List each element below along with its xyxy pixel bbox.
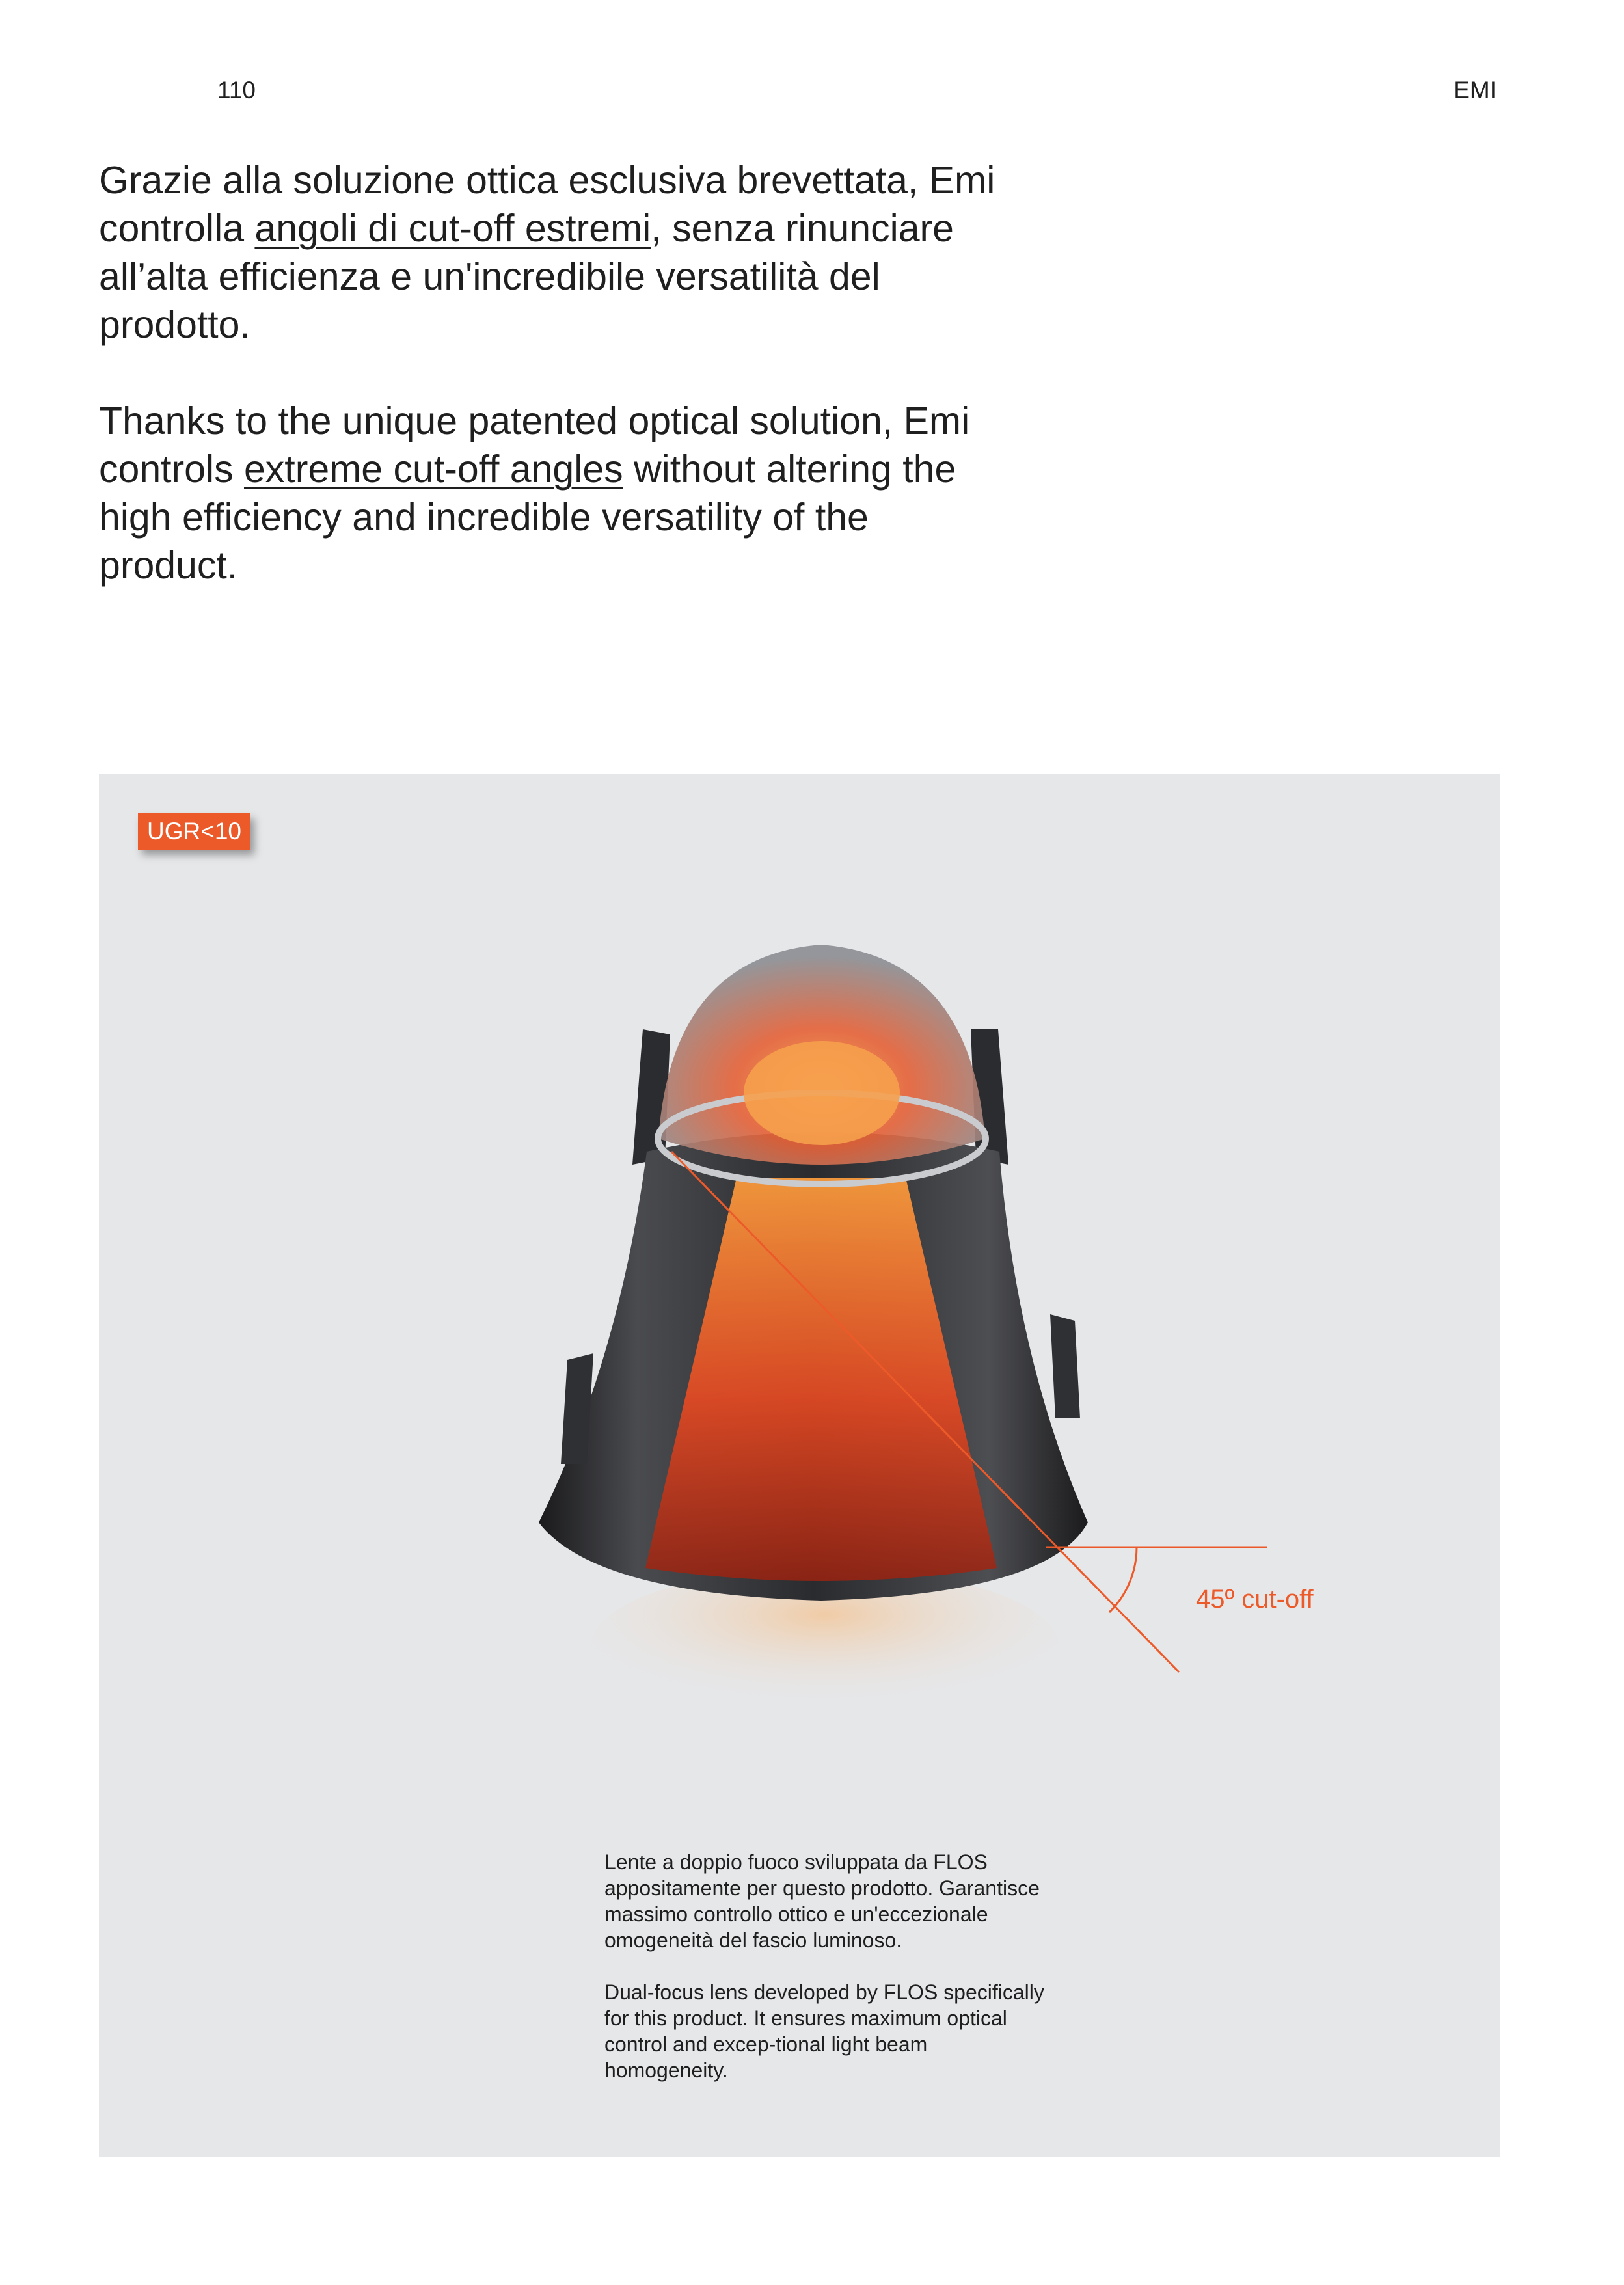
intro-it-after: , senza rinunciare all’alta efficienza e un'incredibile versatilità del prodotto. [99, 207, 954, 346]
intro-text [99, 156, 1010, 638]
product-panel [99, 774, 1500, 2157]
page-number: 110 [217, 77, 256, 103]
intro-en-after: without altering the high efficiency and incredible versatility of the product. [99, 448, 956, 587]
intro-en-before: Thanks to the unique patented optical solution, Emi controls [99, 399, 970, 491]
section-title: EMI [1454, 77, 1496, 103]
intro-it-highlight: angoli di cut-off estremi [254, 207, 651, 250]
ugr-badge: UGR<10 [138, 813, 250, 850]
angle-arc [1109, 1547, 1137, 1612]
caption-it: Lente a doppio fuoco sviluppata da FLOS appositamente per questo prodotto. Garantisce massimo controllo ottico e un'eccezionale omogeneità del fascio luminoso. [604, 1850, 1040, 1952]
intro-paragraph-en [99, 397, 1010, 589]
right-tab [1050, 1314, 1080, 1418]
intro-en-highlight: extreme cut-off angles [243, 448, 623, 491]
intro-paragraph-it [99, 156, 1010, 349]
cutoff-label: 45º cut-off [1196, 1585, 1314, 1614]
lens-core [744, 1041, 900, 1145]
caption-en: Dual-focus lens developed by FLOS specifically for this product. It ensures maximum optical control and excep-tional light beam homogeneity. [604, 1981, 1044, 2082]
lens-caption [604, 1849, 1047, 2109]
intro-it-before: Grazie alla soluzione ottica esclusiva brevettata, Emi controlla [99, 159, 995, 250]
